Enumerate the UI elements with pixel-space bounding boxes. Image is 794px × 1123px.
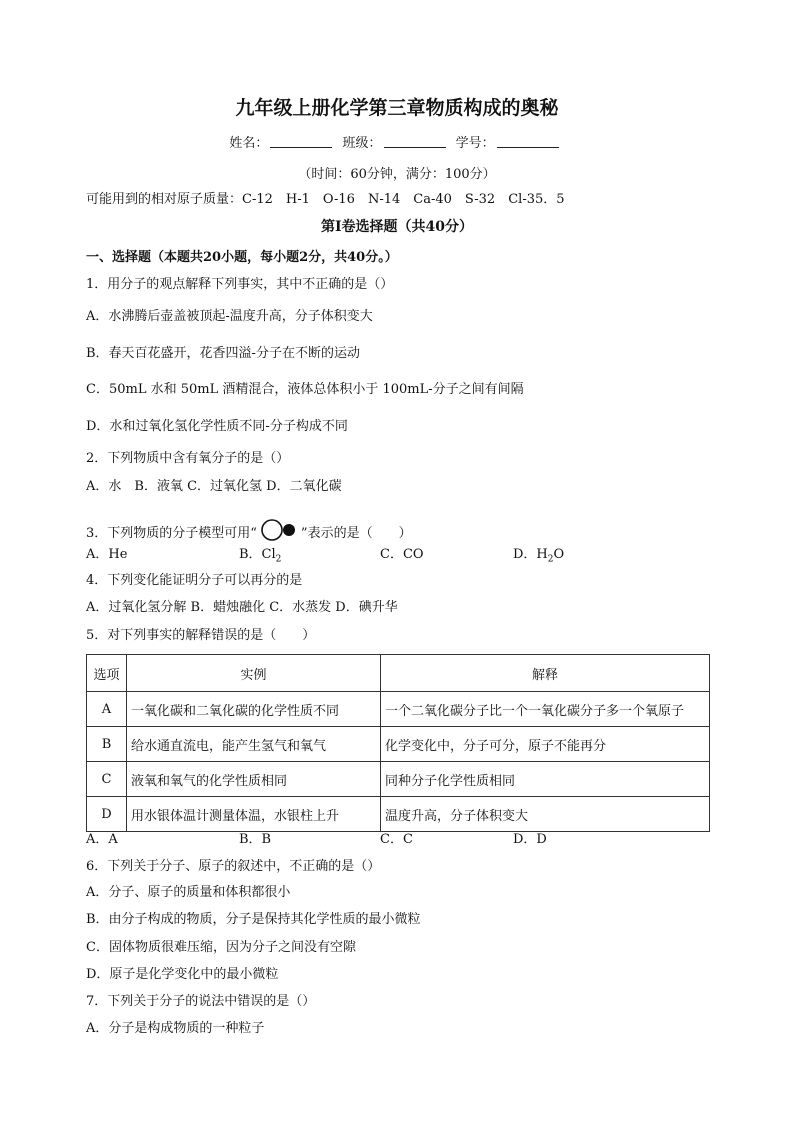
row-option: B (87, 727, 127, 762)
row-explanation: 化学变化中，分子可分，原子不能再分 (381, 727, 710, 762)
row-option: A (87, 692, 127, 727)
name-blank[interactable] (270, 135, 332, 148)
header-example: 实例 (127, 655, 381, 692)
class-blank[interactable] (384, 135, 446, 148)
q6-option-a: A．分子、原子的质量和体积都很小 (86, 885, 291, 900)
time-note: （时间：60分钟，满分：100分） (298, 167, 496, 182)
q5-table (86, 654, 710, 832)
table-row (87, 797, 710, 832)
student-info-line (0, 135, 794, 152)
row-explanation: 一个二氧化碳分子比一个一氧化碳分子多一个氧原子 (381, 692, 710, 727)
q3-stem-before: 3．下列物质的分子模型可用“ (86, 526, 257, 541)
q7-stem: 7．下列关于分子的说法中错误的是（） (86, 994, 316, 1009)
q5-option-d: D．D (513, 832, 547, 847)
header-option: 选项 (87, 655, 127, 692)
row-explanation: 同种分子化学性质相同 (381, 762, 710, 797)
table-row (87, 692, 710, 727)
q5-option-b: B．B (239, 832, 272, 847)
q5-option-a: A．A (86, 832, 118, 847)
q5-option-c: C．C (380, 832, 413, 847)
q2-stem: 2．下列物质中含有氧分子的是（） (86, 451, 290, 466)
q1-stem: 1．用分子的观点解释下列事实，其中不正确的是（） (86, 277, 394, 292)
q3-option-a: A．He (86, 547, 128, 562)
id-label: 学号： (455, 136, 495, 151)
section-title: 一、选择题（本题共20小题，每小题2分，共40分。） (86, 250, 398, 265)
q5-stem: 5．对下列事实的解释错误的是（ ） (86, 628, 316, 643)
q3-option-c: C．CO (380, 547, 424, 562)
header-explanation: 解释 (381, 655, 710, 692)
row-example: 用水银体温计测量体温，水银柱上升 (127, 797, 381, 832)
atomic-mass-note: 可能用到的相对原子质量：C-12 H-1 O-16 N-14 Ca-40 S-32 Cl-35．5 (86, 192, 565, 207)
q3-stem (86, 518, 412, 542)
q4-options: A．过氧化氢分解 B．蜡烛融化 C．水蒸发 D．碘升华 (86, 600, 398, 615)
volume-title: 第Ⅰ卷选择题（共40分） (320, 219, 474, 235)
row-example: 一氧化碳和二氧化碳的化学性质不同 (127, 692, 381, 727)
table-header-row (87, 655, 710, 692)
q1-option-d: D．水和过氧化氢化学性质不同-分子构成不同 (86, 419, 348, 434)
q2-options: A．水 B．液氧 C．过氧化氢 D．二氧化碳 (86, 479, 342, 494)
q6-option-d: D．原子是化学变化中的最小微粒 (86, 967, 279, 982)
q4-stem: 4．下列变化能证明分子可以再分的是 (86, 573, 303, 588)
row-example: 给水通直流电，能产生氢气和氧气 (127, 727, 381, 762)
table-row (87, 727, 710, 762)
q3-stem-after: ”表示的是（ ） (300, 526, 412, 541)
page-title: 九年级上册化学第三章物质构成的奥秘 (235, 97, 559, 119)
row-explanation: 温度升高，分子体积变大 (381, 797, 710, 832)
q7-option-a: A．分子是构成物质的一种粒子 (86, 1021, 265, 1036)
molecule-model-icon (259, 518, 299, 542)
q6-option-c: C．固体物质很难压缩，因为分子之间没有空隙 (86, 940, 356, 955)
q6-option-b: B．由分子构成的物质，分子是保持其化学性质的最小微粒 (86, 912, 421, 927)
q1-option-b: B．春天百花盛开，花香四溢-分子在不断的运动 (86, 346, 360, 361)
row-example: 液氧和氧气的化学性质相同 (127, 762, 381, 797)
q3-option-b: B．$Cl_2$ (239, 547, 282, 565)
class-label: 班级： (342, 136, 382, 151)
row-option: C (87, 762, 127, 797)
row-option: D (87, 797, 127, 832)
q6-stem: 6．下列关于分子、原子的叙述中，不正确的是（） (86, 859, 381, 874)
table-row (87, 762, 710, 797)
name-label: 姓名： (229, 136, 269, 151)
q1-option-c: C．50mL 水和 50mL 酒精混合，液体总体积小于 100mL-分子之间有间隔 (86, 382, 524, 397)
q1-option-a: A．水沸腾后壶盖被顶起-温度升高，分子体积变大 (86, 309, 373, 324)
id-blank[interactable] (497, 135, 559, 148)
q3-option-d: D．$H_2O$ (513, 547, 565, 565)
